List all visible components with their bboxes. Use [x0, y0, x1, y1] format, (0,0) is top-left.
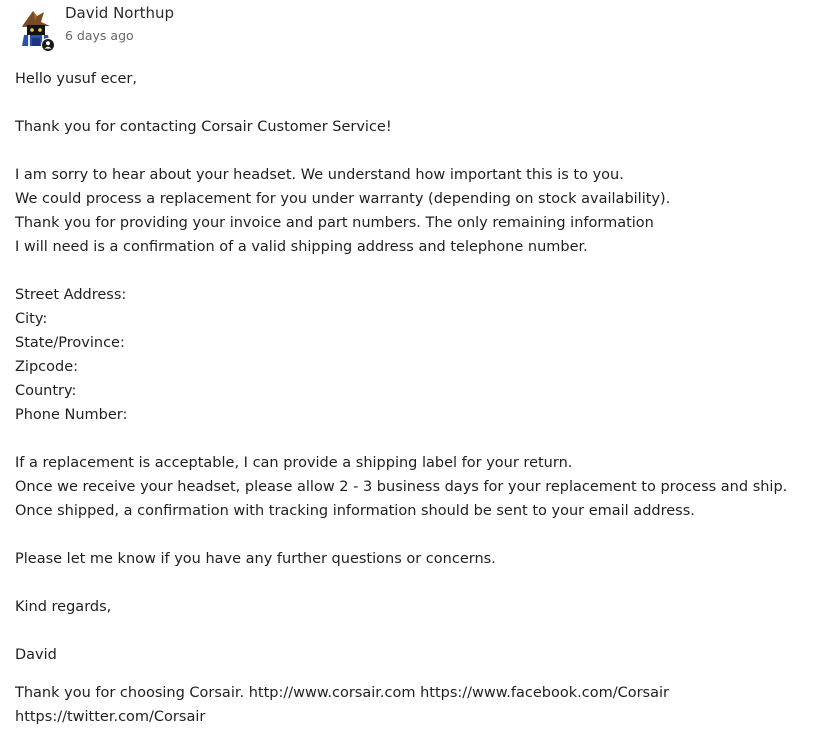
author-name[interactable]: David Northup	[65, 4, 175, 22]
field-label-country: Country:	[15, 383, 77, 399]
post-timestamp: 6 days ago	[65, 28, 134, 43]
message-body	[15, 67, 805, 729]
agent-user-icon	[41, 38, 55, 52]
corsair-website-link[interactable]: http://www.corsair.com	[248, 685, 416, 701]
questions-line: Please let me know if you have any further questions or concerns.	[15, 551, 496, 567]
message-line: We could process a replacement for you under warranty (depending on stock availability).	[15, 191, 671, 207]
twitter-link[interactable]: https://twitter.com/Corsair	[15, 709, 206, 725]
field-label-street: Street Address:	[15, 287, 127, 303]
message-line: Once we receive your headset, please allow 2 - 3 business days for your replacement to process and ship.	[15, 479, 788, 495]
field-label-phone: Phone Number:	[15, 407, 128, 423]
greeting: Hello yusuf ecer,	[15, 71, 137, 87]
signature-text: Thank you for choosing Corsair.	[15, 685, 245, 701]
signoff-name: David	[15, 647, 57, 663]
message-line: I will need is a confirmation of a valid shipping address and telephone number.	[15, 239, 588, 255]
message-line: If a replacement is acceptable, I can provide a shipping label for your return.	[15, 455, 573, 471]
avatar[interactable]	[17, 8, 57, 48]
field-label-state: State/Province:	[15, 335, 125, 351]
signature	[15, 681, 805, 729]
field-label-city: City:	[15, 311, 48, 327]
message-line: Once shipped, a confirmation with tracking information should be sent to your email address.	[15, 503, 695, 519]
message-line: Thank you for providing your invoice and part numbers. The only remaining information	[15, 215, 654, 231]
field-label-zipcode: Zipcode:	[15, 359, 79, 375]
message-line: I am sorry to hear about your headset. We understand how important this is to you.	[15, 167, 624, 183]
thanks-line: Thank you for contacting Corsair Customer Service!	[15, 119, 392, 135]
closing-line: Kind regards,	[15, 599, 112, 615]
facebook-link[interactable]: https://www.facebook.com/Corsair	[420, 685, 669, 701]
